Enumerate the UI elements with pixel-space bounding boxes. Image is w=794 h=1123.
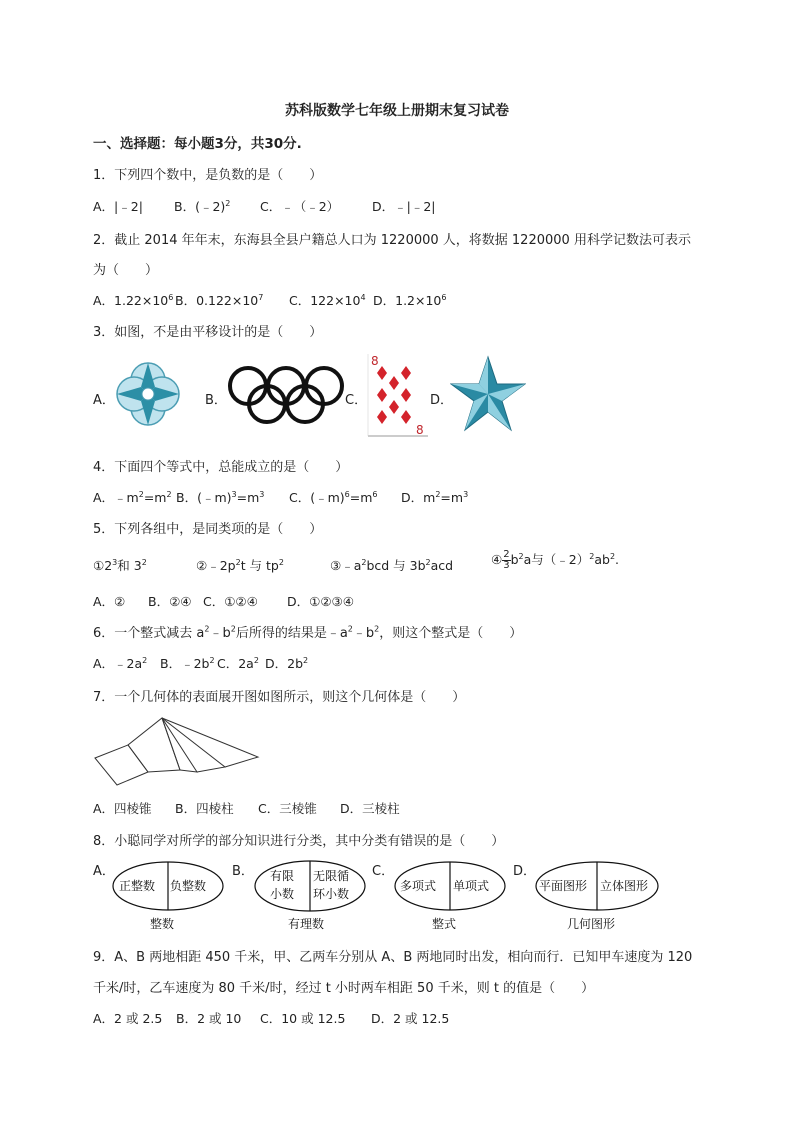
q1-option-d: D．﹣|﹣2| [372, 199, 436, 214]
ellipse-d-right-text: 立体图形 [600, 879, 649, 893]
ellipse-c-left-text: 多项式 [400, 879, 437, 893]
q3-figure-a-rings-pattern [110, 356, 186, 432]
ellipse-b-left-text-1: 有限 [270, 869, 295, 883]
ellipse-a-left-text: 正整数 [119, 879, 156, 893]
q3-option-b-label: B． [205, 393, 227, 408]
q3-option-c-label: C． [345, 393, 368, 408]
ellipse-a-caption: 整数 [150, 917, 175, 931]
q5-option-a: A．② [93, 594, 126, 609]
q8-stem: 8．小聪同学对所学的部分知识进行分类，其中分类有错误的是（ ） [93, 834, 505, 849]
q7-stem: 7．一个几何体的表面展开图如图所示，则这个几何体是（ ） [93, 690, 466, 705]
q4-option-c: C．$(﹣m)^6=m^6$ [289, 489, 378, 505]
q8-option-d-label: D． [513, 864, 537, 879]
q7-option-d: D．三棱柱 [340, 801, 400, 816]
ellipse-c-right-text: 单项式 [453, 879, 490, 893]
q9-stem-line1: 9．A、B 两地相距 450 千米，甲、乙两车分别从 A、B 两地同时出发，相向而行．已知甲车速度为 120 [93, 950, 693, 965]
q8-option-b-label: B． [232, 864, 254, 879]
q8-figure-a-ellipse [110, 858, 226, 932]
q6-option-c: C．$2a^2$ [217, 655, 259, 671]
q2-stem-line2: 为（ ） [93, 263, 159, 278]
q1-option-b: B．(﹣2)$^2$ [174, 198, 231, 214]
q5-item-2: $②﹣2p^2t$ 与 $tp^2$ [196, 557, 284, 573]
card-rank-top: 8 [371, 354, 379, 368]
q6-stem: 6．一个整式减去 $a^2﹣b^2$后所得的结果是$﹣a^2﹣b^2$，则这个整式是（ ） [93, 624, 523, 641]
q3-figure-c-playing-card [364, 352, 432, 440]
ellipse-d-left-text: 平面图形 [539, 879, 588, 893]
page-title: 苏科版数学七年级上册期末复习试卷 [285, 103, 509, 119]
q3-option-d-label: D． [430, 393, 454, 408]
q3-stem: 3．如图，不是由平移设计的是（ ） [93, 325, 323, 340]
q5-item-4: ④ $\frac{2}{3}$ $b^2a$与$(﹣2)^2ab^2$. [491, 549, 620, 571]
q2-option-b: B．$0.122\times 10^7$ [175, 292, 264, 308]
q8-option-a-label: A． [93, 864, 115, 879]
ellipse-b-left-text-2: 小数 [270, 887, 295, 901]
q1-option-a: A．|﹣2| [93, 199, 143, 214]
q4-stem: 4．下面四个等式中，总能成立的是（ ） [93, 460, 349, 475]
ellipse-c-caption: 整式 [432, 917, 457, 931]
q5-option-b: B．②④ [148, 594, 192, 609]
q4-option-b: B．$(﹣m)^3=m^3$ [176, 489, 265, 505]
ellipse-a-right-text: 负整数 [170, 879, 207, 893]
q3-figure-b-olympic-rings [226, 364, 346, 426]
q1-stem: 1．下列四个数中，是负数的是（ ） [93, 168, 323, 183]
q2-stem-line1: 2．截止 2014 年年末，东海县全县户籍总人口为 1220000 人，将数据 1220000 用科学记数法可表示 [93, 233, 691, 248]
q2-option-d: D．$1.2\times 10^6$ [373, 292, 447, 308]
q7-option-b: B．四棱柱 [175, 801, 234, 816]
q6-option-d: D．$2b^2$ [265, 655, 309, 671]
q5-option-d: D．①②③④ [287, 594, 354, 609]
fraction-two-thirds: $\frac{2}{3}$ [503, 549, 510, 571]
q5-option-c: C．①②④ [203, 594, 258, 609]
q1-option-c: C．﹣（﹣2） [260, 199, 340, 214]
q6-option-b: B．$﹣2b^2$ [160, 655, 215, 671]
q9-option-c: C．10 或 12.5 [260, 1011, 346, 1026]
q2-option-a: A．$1.22\times 10^6$ [93, 292, 174, 308]
q2-option-c: C．$122\times 10^4$ [289, 292, 366, 308]
q7-figure-net [92, 712, 262, 788]
q8-figure-b-ellipse [252, 858, 368, 932]
q4-option-a: A．$﹣m^2=m^2$ [93, 489, 172, 505]
section-heading: 一、选择题：每小题3分，共30分. [93, 136, 302, 152]
q5-item-1: $①2^3$和 $3^2$ [93, 557, 147, 573]
q5-stem: 5．下列各组中，是同类项的是（ ） [93, 522, 323, 537]
q7-option-a: A．四棱锥 [93, 801, 152, 816]
q4-option-d: D．$m^2=m^3$ [401, 489, 469, 505]
ellipse-b-caption: 有理数 [288, 917, 325, 931]
q9-option-a: A．2 或 2.5 [93, 1011, 163, 1026]
q7-option-c: C．三棱锥 [258, 801, 317, 816]
q9-stem-line2: 千米/时，乙车速度为 80 千米/时，经过 t 小时两车相距 50 千米，则 t 的值是（ ） [93, 981, 595, 996]
q6-option-a: A．$﹣2a^2$ [93, 655, 148, 671]
q8-figure-d-ellipse [533, 858, 661, 932]
ellipse-b-right-text-2: 环小数 [313, 887, 350, 901]
q8-figure-c-ellipse [392, 858, 508, 932]
q8-option-c-label: C． [372, 864, 395, 879]
q3-option-a-label: A． [93, 393, 115, 408]
card-rank-bottom: 8 [416, 423, 424, 437]
q3-figure-d-star [450, 354, 526, 434]
q9-option-d: D．2 或 12.5 [371, 1011, 450, 1026]
ellipse-b-right-text-1: 无限循 [313, 869, 350, 883]
q5-item-3: $③﹣a^2bcd$ 与 $3b^2acd$ [330, 557, 454, 573]
ellipse-d-caption: 几何图形 [567, 917, 616, 931]
q9-option-b: B．2 或 10 [176, 1011, 242, 1026]
